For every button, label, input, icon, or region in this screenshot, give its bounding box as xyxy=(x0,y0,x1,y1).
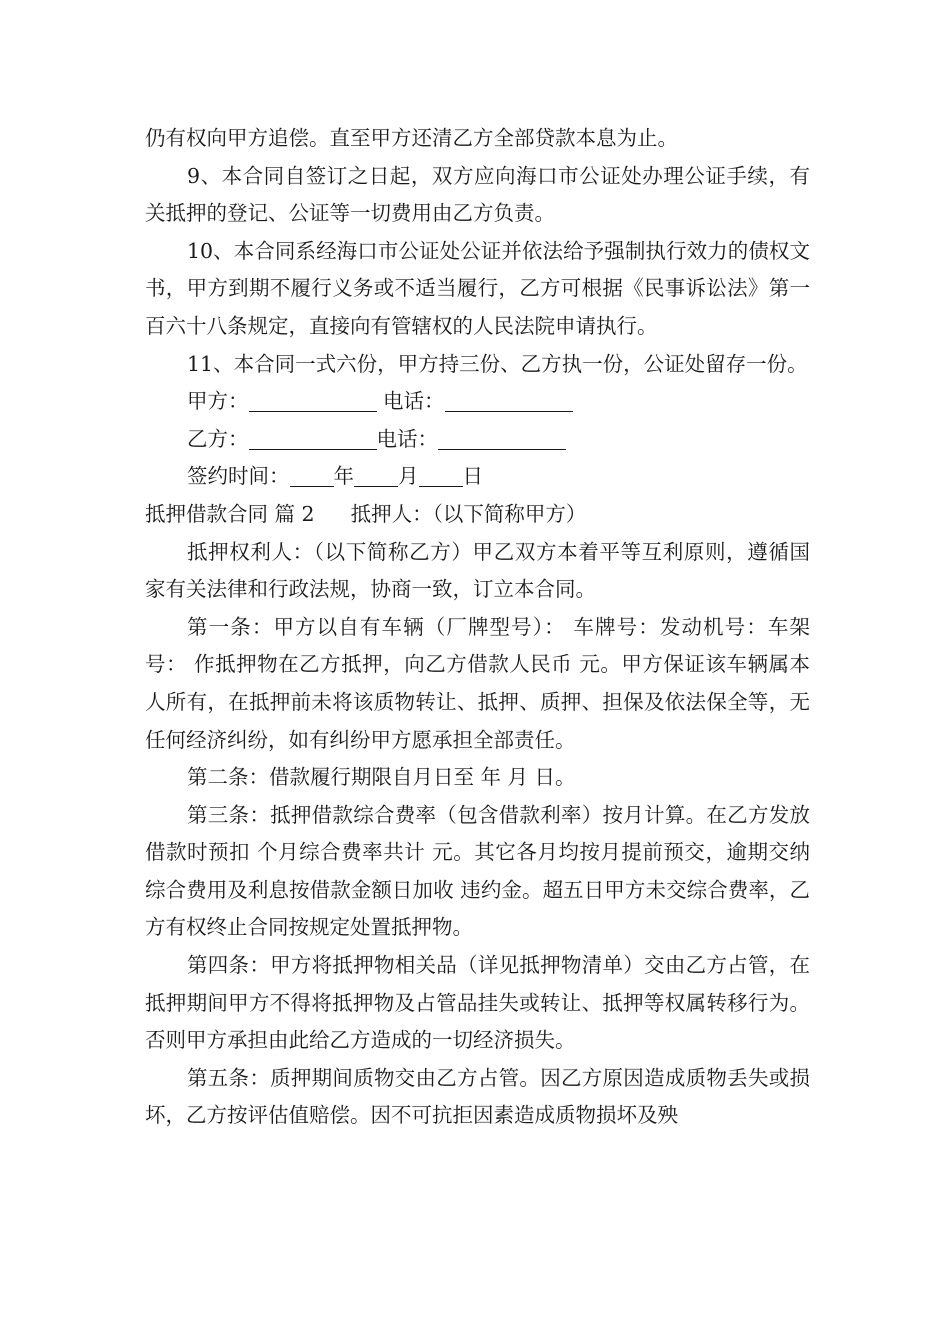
month-label: 月 xyxy=(398,464,419,489)
clause-10: 10、本合同系经海口市公证处公证并依法给予强制执行效力的债权文书，甲方到期不履行义务或不适当履行，乙方可根据《民事诉讼法》第一百六十八条规定，直接向有管辖权的人民法院申请执行。 xyxy=(145,238,810,338)
pledgor-label: 抵押人：（以下简称甲方） xyxy=(350,501,587,526)
party-a-label: 甲方： xyxy=(187,389,249,414)
article-5: 第五条：质押期间质物交由乙方占管。因乙方原因造成质物丢失或损坏，乙方按评估值赔偿。因不可抗拒因素造成质物损坏及殃 xyxy=(145,1065,810,1128)
section-2-title: 抵押借款合同 篇 2 xyxy=(145,501,315,526)
year-blank[interactable] xyxy=(290,462,334,487)
day-label: 日 xyxy=(462,464,483,489)
party-b-label: 乙方： xyxy=(187,426,249,451)
year-label: 年 xyxy=(333,464,354,489)
signature-line-party-b xyxy=(145,421,810,459)
day-blank[interactable] xyxy=(419,462,463,487)
phone-a-label: 电话： xyxy=(383,389,445,414)
document-body xyxy=(145,120,810,1135)
party-b-blank[interactable] xyxy=(249,425,377,450)
section-2-heading-line xyxy=(145,496,810,534)
article-1: 第一条：甲方以自有车辆（厂牌型号）： 车牌号：发动机号：车架号： 作抵押物在乙方抵押，向乙方借款人民币 元。甲方保证该车辆属本人所有，在抵押前未将该质物转让、抵押、质押、担保及依法保全等，无任何经济纠纷，如有纠纷甲方愿承担全部责任。 xyxy=(145,614,810,752)
article-3: 第三条：抵押借款综合费率（包含借款利率）按月计算。在乙方发放借款时预扣 个月综合费率共计 元。其它各月均按月提前预交，逾期交纳综合费用及利息按借款金额日加收 违约金。超五日甲方未交综合费率，乙方有权终止合同按规定处置抵押物。 xyxy=(145,802,810,940)
phone-a-blank[interactable] xyxy=(445,387,573,412)
party-a-blank[interactable] xyxy=(249,387,377,412)
intro-paragraph: 抵押权利人：（以下简称乙方）甲乙双方本着平等互利原则，遵循国家有关法律和行政法规，协商一致，订立本合同。 xyxy=(145,539,810,602)
date-label: 签约时间： xyxy=(187,464,290,489)
paragraph-continuation: 仍有权向甲方追偿。直至甲方还清乙方全部贷款本息为止。 xyxy=(145,126,678,150)
article-2: 第二条：借款履行期限自月日至 年 月 日。 xyxy=(187,765,576,790)
phone-b-blank[interactable] xyxy=(438,425,566,450)
month-blank[interactable] xyxy=(354,462,398,487)
clause-9: 9、本合同自签订之日起，双方应向海口市公证处办理公证手续，有关抵押的登记、公证等一切费用由乙方负责。 xyxy=(145,163,810,226)
signing-date-line xyxy=(145,458,810,496)
article-4: 第四条：甲方将抵押物相关品（详见抵押物清单）交由乙方占管，在抵押期间甲方不得将抵押物及占管品挂失或转让、抵押等权属转移行为。否则甲方承担由此给乙方造成的一切经济损失。 xyxy=(145,953,810,1053)
clause-11: 11、本合同一式六份，甲方持三份、乙方执一份，公证处留存一份。 xyxy=(187,351,808,376)
phone-b-label: 电话： xyxy=(376,426,438,451)
signature-line-party-a xyxy=(145,383,810,421)
